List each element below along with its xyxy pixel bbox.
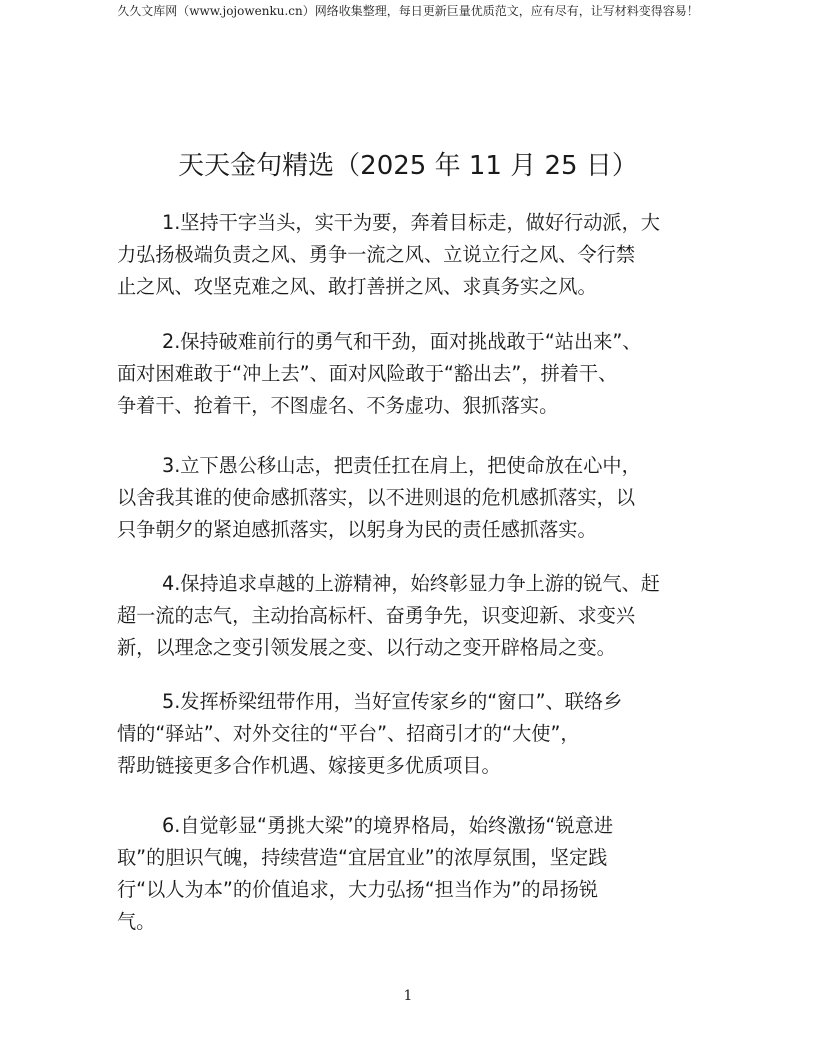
paragraph-line: 帮助链接更多合作机遇、嫁接更多优质项目。 [117, 754, 501, 777]
paragraph-line: 6.自觉彰显“勇挑大梁”的境界格局，始终激扬“锐意进 [162, 814, 614, 837]
paragraph-line: 力弘扬极端负责之风、勇争一流之风、立说立行之风、令行禁 [117, 243, 636, 266]
paragraph-line: 只争朝夕的紧迫感抓落实，以躬身为民的责任感抓落实。 [117, 518, 597, 541]
paragraph-line: 气。 [117, 910, 156, 933]
paragraph-line: 止之风、攻坚克难之风、敢打善拼之风、求真务实之风。 [117, 275, 597, 298]
paragraph-line: 3.立下愚公移山志，把责任扛在肩上，把使命放在心中， [162, 454, 641, 477]
paragraph-line: 1.坚持干字当头，实干为要，奔着目标走，做好行动派，大 [162, 211, 660, 234]
paragraph-line: 新，以理念之变引领发展之变、以行动之变开辟格局之变。 [117, 636, 616, 659]
document-title: 天天金句精选（2025 年 11 月 25 日） [178, 151, 638, 181]
paragraph-line: 2.保持破难前行的勇气和干劲，面对挑战敢于“站出来”、 [162, 330, 642, 353]
paragraph-line: 行“以人为本”的价值追求，大力弘扬“担当作为”的昂扬锐 [117, 878, 599, 901]
paragraph-line: 5.发挥桥梁纽带作用，当好宣传家乡的“窗口”、联络乡 [162, 690, 623, 713]
paragraph-line: 以舍我其谁的使命感抓落实，以不进则退的危机感抓落实，以 [117, 486, 636, 509]
paragraph-2 [117, 326, 697, 422]
paragraph-4 [117, 568, 697, 664]
paragraph-line: 情的“驿站”、对外交往的“平台”、招商引才的“大使”， [117, 722, 580, 745]
paragraph-line: 4.保持追求卓越的上游精神，始终彰显力争上游的锐气、赶 [162, 572, 660, 595]
paragraph-6 [117, 810, 697, 938]
paragraph-5 [117, 686, 697, 782]
paragraph-line: 取”的胆识气魄，持续营造“宜居宜业”的浓厚氛围，坚定践 [117, 846, 608, 869]
page-number: 1 [403, 988, 413, 1004]
paragraph-3 [117, 450, 697, 546]
paragraph-1 [117, 207, 697, 303]
paragraph-line: 面对困难敢于“冲上去”、面对风险敢于“豁出去”，拼着干、 [117, 362, 618, 385]
paragraph-line: 争着干、抢着干，不图虚名、不务虚功、狠抓落实。 [117, 394, 559, 417]
header-banner: 久久文库网（www.jojowenku.cn）网络收集整理，每日更新巨量优质范文，应有尽有，让写材料变得容易！ [117, 4, 699, 18]
paragraph-line: 超一流的志气，主动抬高标杆、奋勇争先，识变迎新、求变兴 [117, 604, 636, 627]
